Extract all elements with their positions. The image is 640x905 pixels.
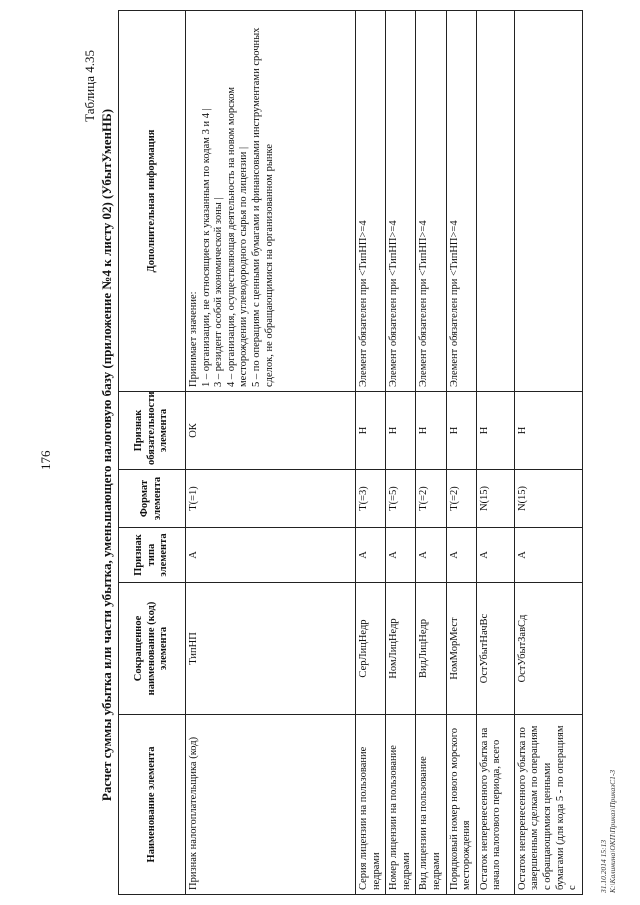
cell-type: A (446, 528, 476, 583)
table-row (476, 11, 514, 895)
header-format: Формат элемента (119, 470, 186, 528)
cell-info (446, 11, 476, 392)
cell-code: ОстУбытЗавСд (514, 583, 582, 715)
cell-format: T(=1) (186, 470, 356, 528)
info-line: 1 – организации, не относящиеся к указанным по кодам 3 и 4 | (200, 108, 212, 387)
info-line: Принимает значение: (188, 291, 199, 387)
cell-info (416, 11, 446, 392)
header-row (119, 11, 186, 895)
cell-required: Н (356, 392, 386, 470)
cell-info (386, 11, 416, 392)
cell-type: A (476, 528, 514, 583)
cell-code: НомМорМест (446, 583, 476, 715)
table-row (514, 11, 582, 895)
cell-type: A (514, 528, 582, 583)
cell-info (514, 11, 582, 392)
cell-info (186, 11, 356, 392)
header-type: Признак типа элемента (119, 528, 186, 583)
page-number: 176 (38, 450, 53, 470)
table-id: Таблица 4.35 (82, 50, 97, 122)
table-caption: Расчет суммы убытка или части убытка, уменьшающего налоговую базу (приложение №4 к листу 02) (УбытУменНБ) (99, 108, 114, 802)
cell-name: Остаток неперенесенного убытка по завершенным сделкам по операциям с обращающимися ценными бумагами (для кода 5 - по операциям с (514, 715, 582, 895)
cell-format: T(=2) (446, 470, 476, 528)
cell-required: Н (476, 392, 514, 470)
cell-info (356, 11, 386, 392)
info-line: Элемент обязателен при <ТипНП>=4 (358, 220, 369, 387)
cell-name: Серия лицензии на пользование недрами (356, 715, 386, 895)
table-row (416, 11, 446, 895)
stamp-date: 31.10.2014 15:13 (599, 839, 608, 893)
cell-required: Н (416, 392, 446, 470)
cell-name: Номер лицензии на пользование недрами (386, 715, 416, 895)
cell-required: Н (446, 392, 476, 470)
table-row (446, 11, 476, 895)
cell-name: Остаток неперенесенного убытка на начало налогового периода, всего (476, 715, 514, 895)
cell-required: Н (386, 392, 416, 470)
cell-required: Н (514, 392, 582, 470)
cell-type: A (186, 528, 356, 583)
cell-format: T(=3) (356, 470, 386, 528)
info-line: 5 – по операциям с ценными бумагами и финансовыми инструментами срочных сделок, не обращающимися на организованном рынке (250, 27, 275, 387)
cell-required: ОК (186, 392, 356, 470)
table-row (356, 11, 386, 895)
table-row (386, 11, 416, 895)
cell-type: A (416, 528, 446, 583)
header-code: Сокращенное наименование (код) элемента (119, 583, 186, 715)
cell-name: Признак налогоплательщика (код) (186, 715, 356, 895)
info-line: 3 – резидент особой экономической зоны | (213, 197, 225, 387)
info-line: Элемент обязателен при <ТипНП>=4 (448, 220, 460, 387)
header-name: Наименование элемента (119, 715, 186, 895)
file-stamp (600, 770, 617, 893)
info-line: Элемент обязателен при <ТипНП>=4 (418, 220, 430, 387)
element-table (118, 10, 583, 895)
cell-format: N(15) (476, 470, 514, 528)
table-body (186, 11, 583, 895)
header-info: Дополнительная информация (119, 11, 186, 392)
cell-format: T(=5) (386, 470, 416, 528)
cell-format: N(15) (514, 470, 582, 528)
cell-info (476, 11, 514, 392)
cell-name: Порядковый номер нового морского месторождения (446, 715, 476, 895)
info-line: Элемент обязателен при <ТипНП>=4 (388, 220, 400, 387)
cell-code: СерЛицНедр (356, 583, 386, 715)
cell-name: Вид лицензии на пользование недрами (416, 715, 446, 895)
header-required: Признак обязательности элемента (119, 392, 186, 470)
cell-code: ТипНП (186, 583, 356, 715)
cell-type: A (386, 528, 416, 583)
cell-code: ОстУбытНачВс (476, 583, 514, 715)
cell-code: НомЛицНедр (386, 583, 416, 715)
info-line: 4 – организация, осуществляющая деятельность на новом морском месторождении углеводородного сырья по лицензии | (225, 86, 250, 387)
table-row (186, 11, 356, 895)
cell-type: A (356, 528, 386, 583)
cell-code: ВидЛицНедр (416, 583, 446, 715)
stamp-path: К:\Калинина\ОКП\Приказ\ПриказС1-3 (607, 769, 617, 893)
cell-format: T(=2) (416, 470, 446, 528)
